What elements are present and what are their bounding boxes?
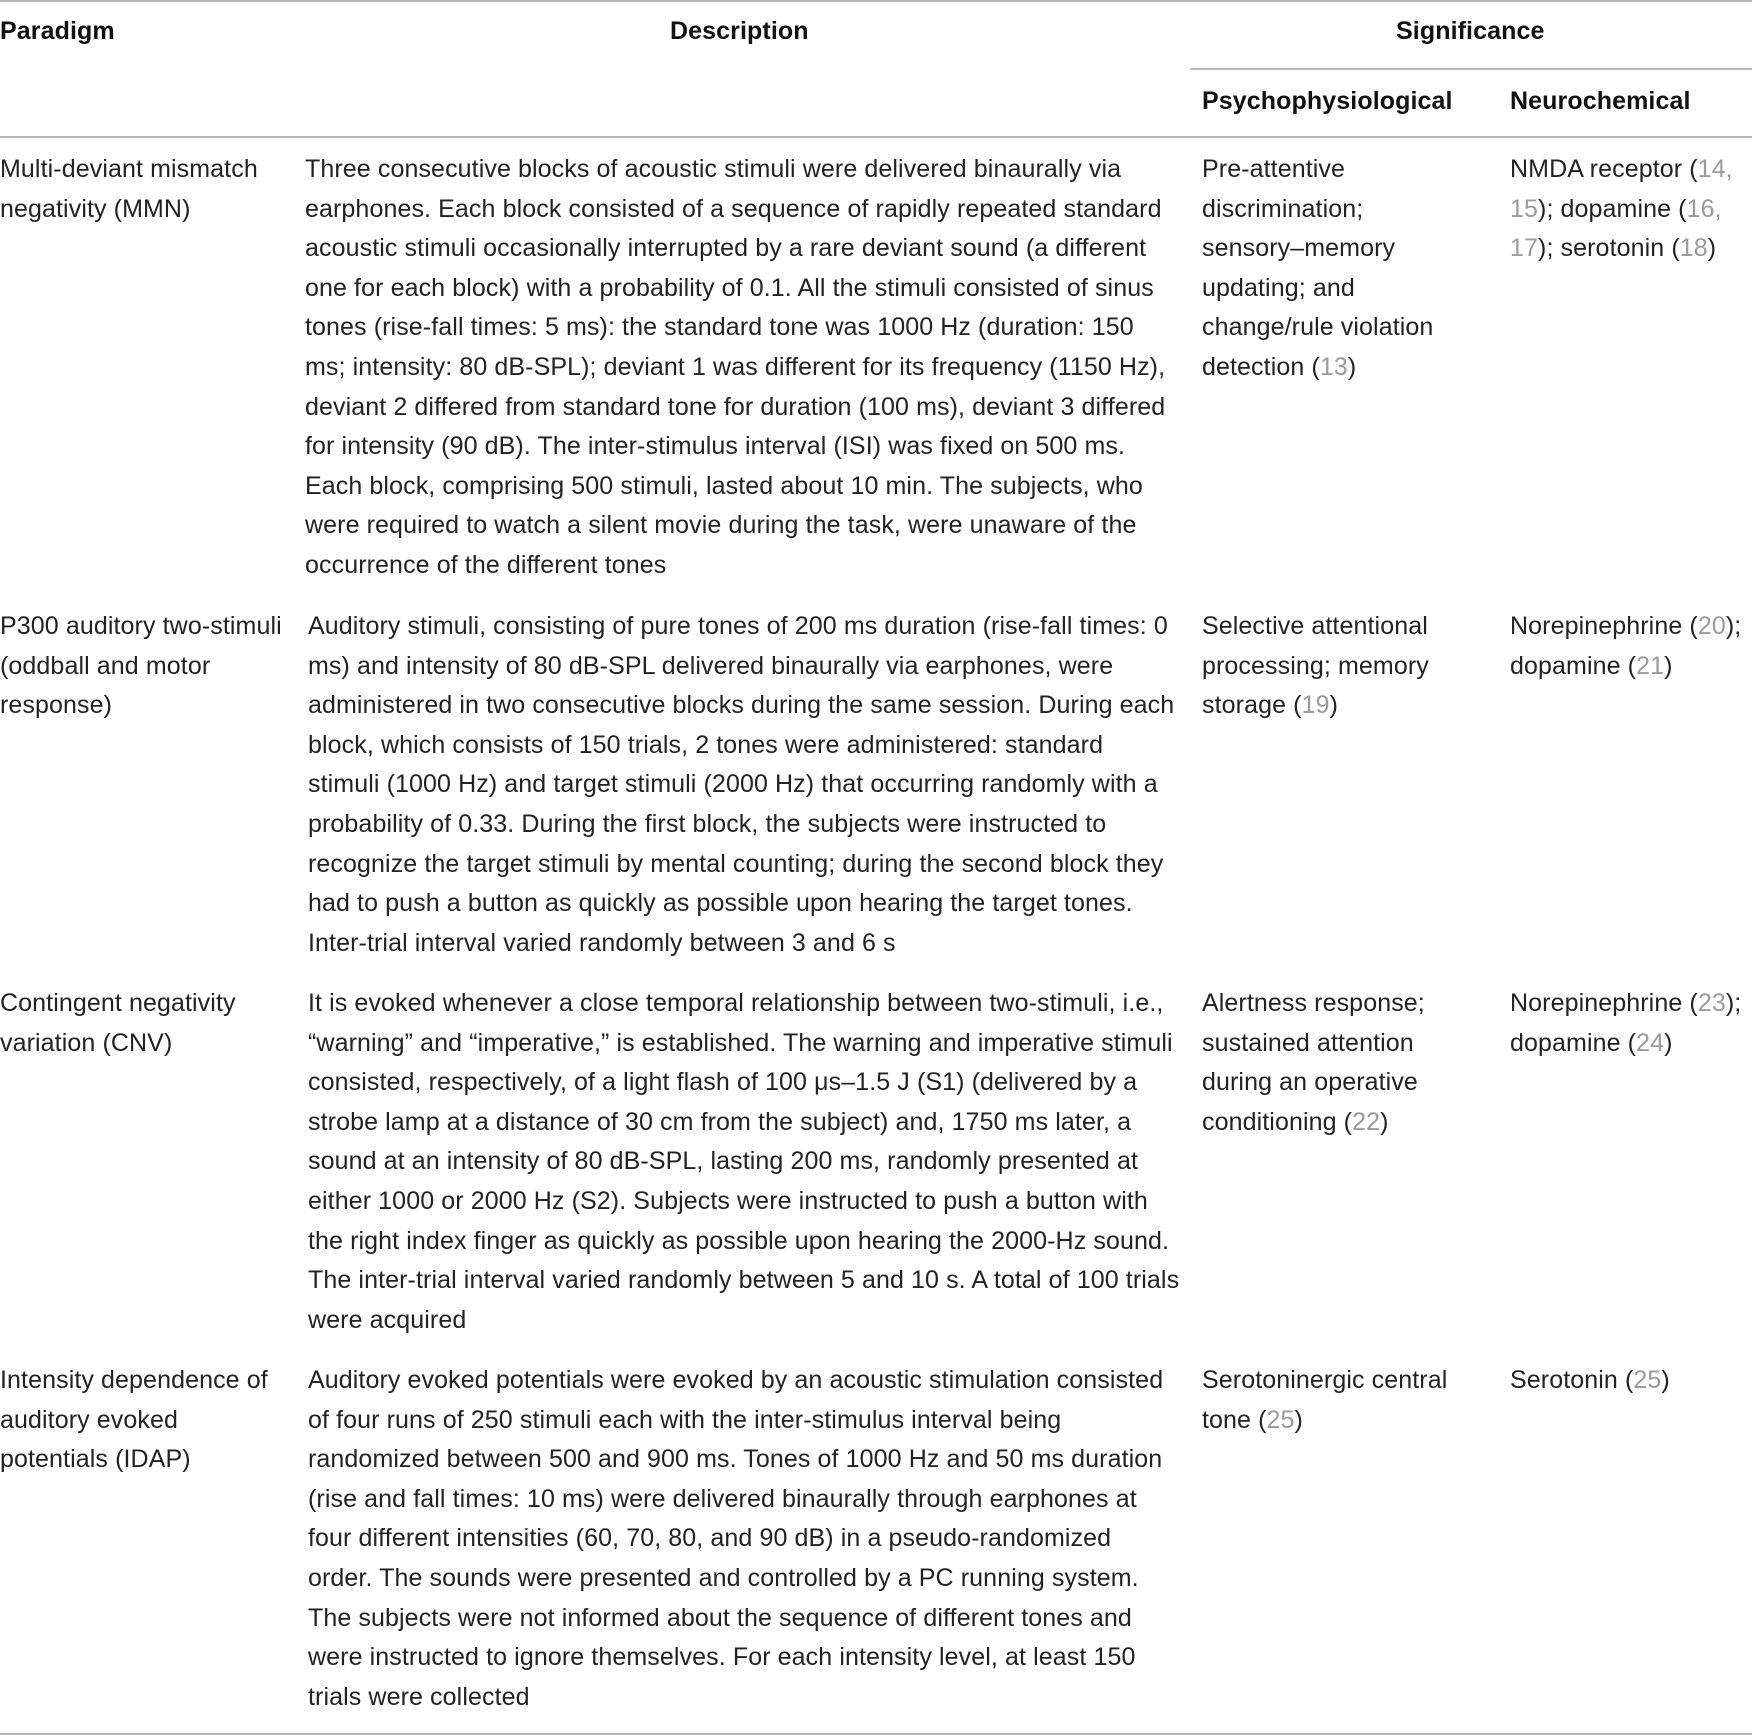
- bottom-rule: [0, 1733, 1752, 1735]
- row-2-neuro-ref[interactable]: 20: [1697, 612, 1726, 640]
- row-1-neuro-part: ); dopamine (: [1538, 194, 1687, 223]
- row-3-neuro-ref[interactable]: 23: [1697, 989, 1726, 1017]
- row-3-neuro-part: Norepinephrine (: [1510, 989, 1698, 1017]
- row-4-neuro-part: Serotonin (: [1510, 1366, 1634, 1394]
- row-2-psych-ref[interactable]: 19: [1301, 691, 1330, 720]
- row-3-neuro-part: ); dopamine (: [1510, 989, 1742, 1057]
- header-paradigm: Paradigm: [0, 17, 115, 45]
- row-2-description: Auditory stimuli, consisting of pure tones of 200 ms duration (rise-fall times: 0 ms) and intensity of 80 dB-SPL delivered binaurally via earphones, were administered in two consecutive blocks during the same session. During each block, which consists of 150 trials, 2 tones were administered: standard stimuli (1000 Hz) and target stimuli (2000 Hz) that occurring randomly with a probability of 0.33. During the first block, the subjects were instructed to recognize the target stimuli by mental counting; during the second block they had to push a button as quickly as possible upon hearing the target tones. Inter-trial interval varied randomly between 3 and 6 s: [308, 612, 1175, 957]
- row-2-neuro-part: ); dopamine (: [1510, 612, 1742, 680]
- row-3-paradigm: Contingent negativity variation (CNV): [0, 989, 236, 1057]
- row-3-neuro-ref[interactable]: 24: [1636, 1028, 1665, 1057]
- header-significance: Significance: [1396, 17, 1545, 45]
- row-1-neuro-part: ); serotonin (: [1538, 234, 1680, 263]
- row-3-psychophysiological: [1202, 984, 1464, 1142]
- row-2-neuro-ref[interactable]: 21: [1636, 651, 1665, 680]
- row-1-psych-text: Pre-attentive discrimination; sensory–memory updating; and change/rule violation detection (: [1202, 155, 1434, 381]
- row-3-psych-end: ): [1380, 1107, 1389, 1136]
- row-4-psych-ref[interactable]: 25: [1266, 1405, 1295, 1434]
- row-4-description: Auditory evoked potentials were evoked by an acoustic stimulation consisted of four runs of 250 stimuli each with the inter-stimulus interval being randomized between 500 and 900 ms. Tones of 1000 Hz and 50 ms duration (rise and fall times: 10 ms) were delivered binaurally through earphones at four different intensities (60, 70, 80, and 90 dB) in a pseudo-randomized order. The sounds were presented and controlled by a PC running system. The subjects were not informed about the sequence of different tones and were instructed to ignore themselves. For each intensity level, at least 150 trials were collected: [308, 1366, 1164, 1711]
- row-1-psych-end: ): [1347, 352, 1357, 381]
- row-4-paradigm: Intensity dependence of auditory evoked potentials (IDAP): [0, 1366, 268, 1474]
- row-1-paradigm: Multi-deviant mismatch negativity (MMN): [0, 155, 258, 223]
- row-4-psych-text: Serotoninergic central tone (: [1202, 1366, 1448, 1434]
- row-4-psych-end: ): [1294, 1405, 1303, 1434]
- row-3-psych-text: Alertness response; sustained attention during an operative conditioning (: [1202, 989, 1425, 1136]
- row-1-neuro-part: ): [1707, 234, 1717, 263]
- row-2-paradigm: P300 auditory two-stimuli (oddball and motor response): [0, 612, 282, 720]
- row-2-neuro-part: ): [1664, 651, 1673, 680]
- top-rule: [0, 0, 1752, 2]
- header-description: Description: [670, 17, 809, 45]
- row-4-neuro-part: ): [1661, 1366, 1670, 1394]
- row-4-neuro-ref[interactable]: 25: [1633, 1366, 1662, 1394]
- row-4-neurochemical: [1510, 1361, 1752, 1401]
- row-3-psych-ref[interactable]: 22: [1352, 1107, 1381, 1136]
- row-1-description: Three consecutive blocks of acoustic stimuli were delivered binaurally via earphones. Each block consisted of a sequence of rapidly repeated standard acoustic stimuli occasionally interrupted by a rare deviant sound (a different one for each block) with a probability of 0.1. All the stimuli consisted of sinus tones (rise-fall times: 5 ms): the standard tone was 1000 Hz (duration: 150 ms; intensity: 80 dB-SPL); deviant 1 was different for its frequency (1150 Hz), deviant 2 differed from standard tone for duration (100 ms), deviant 3 differed for intensity (90 dB). The inter-stimulus interval (ISI) was fixed on 500 ms. Each block, comprising 500 stimuli, lasted about 10 min. The subjects, who were required to watch a silent movie during the task, were unaware of the occurrence of the different tones: [305, 155, 1166, 579]
- header-neurochemical: Neurochemical: [1510, 87, 1691, 115]
- row-3-neurochemical: [1510, 984, 1752, 1063]
- row-1-neuro-ref[interactable]: 18: [1679, 234, 1708, 263]
- row-1-neurochemical: [1510, 150, 1750, 269]
- row-2-psych-end: ): [1329, 691, 1339, 720]
- row-2-neurochemical: [1510, 607, 1752, 686]
- row-3-neuro-part: ): [1664, 1028, 1673, 1057]
- row-2-psychophysiological: [1202, 607, 1464, 726]
- row-1-psychophysiological: [1202, 150, 1464, 388]
- row-2-psych-text: Selective attentional processing; memory storage (: [1202, 612, 1429, 720]
- header-bottom-rule: [0, 136, 1752, 138]
- row-1-psych-ref[interactable]: 13: [1319, 352, 1348, 381]
- significance-rule: [1190, 68, 1752, 70]
- row-1-neuro-part: NMDA receptor (: [1510, 155, 1698, 183]
- row-3-description: It is evoked whenever a close temporal relationship between two-stimuli, i.e., “warning” and “imperative,” is established. The warning and imperative stimuli consisted, respectively, of a light flash of 100 μs–1.5 J (S1) (delivered by a strobe lamp at a distance of 30 cm from the subject) and, 1750 ms later, a sound at an intensity of 80 dB-SPL, lasting 200 ms, randomly presented at either 1000 or 2000 Hz (S2). Subjects were instructed to push a button with the right index finger as quickly as possible upon hearing the 2000-Hz sound. The inter-trial interval varied randomly between 5 and 10 s. A total of 100 trials were acquired: [308, 989, 1180, 1334]
- row-1-neuro-ref[interactable]: 16, 17: [1510, 194, 1722, 263]
- row-4-psychophysiological: [1202, 1361, 1464, 1440]
- row-1-neuro-ref[interactable]: 14, 15: [1510, 155, 1733, 223]
- header-psychophysiological: Psychophysiological: [1202, 87, 1453, 115]
- row-2-neuro-part: Norepinephrine (: [1510, 612, 1698, 640]
